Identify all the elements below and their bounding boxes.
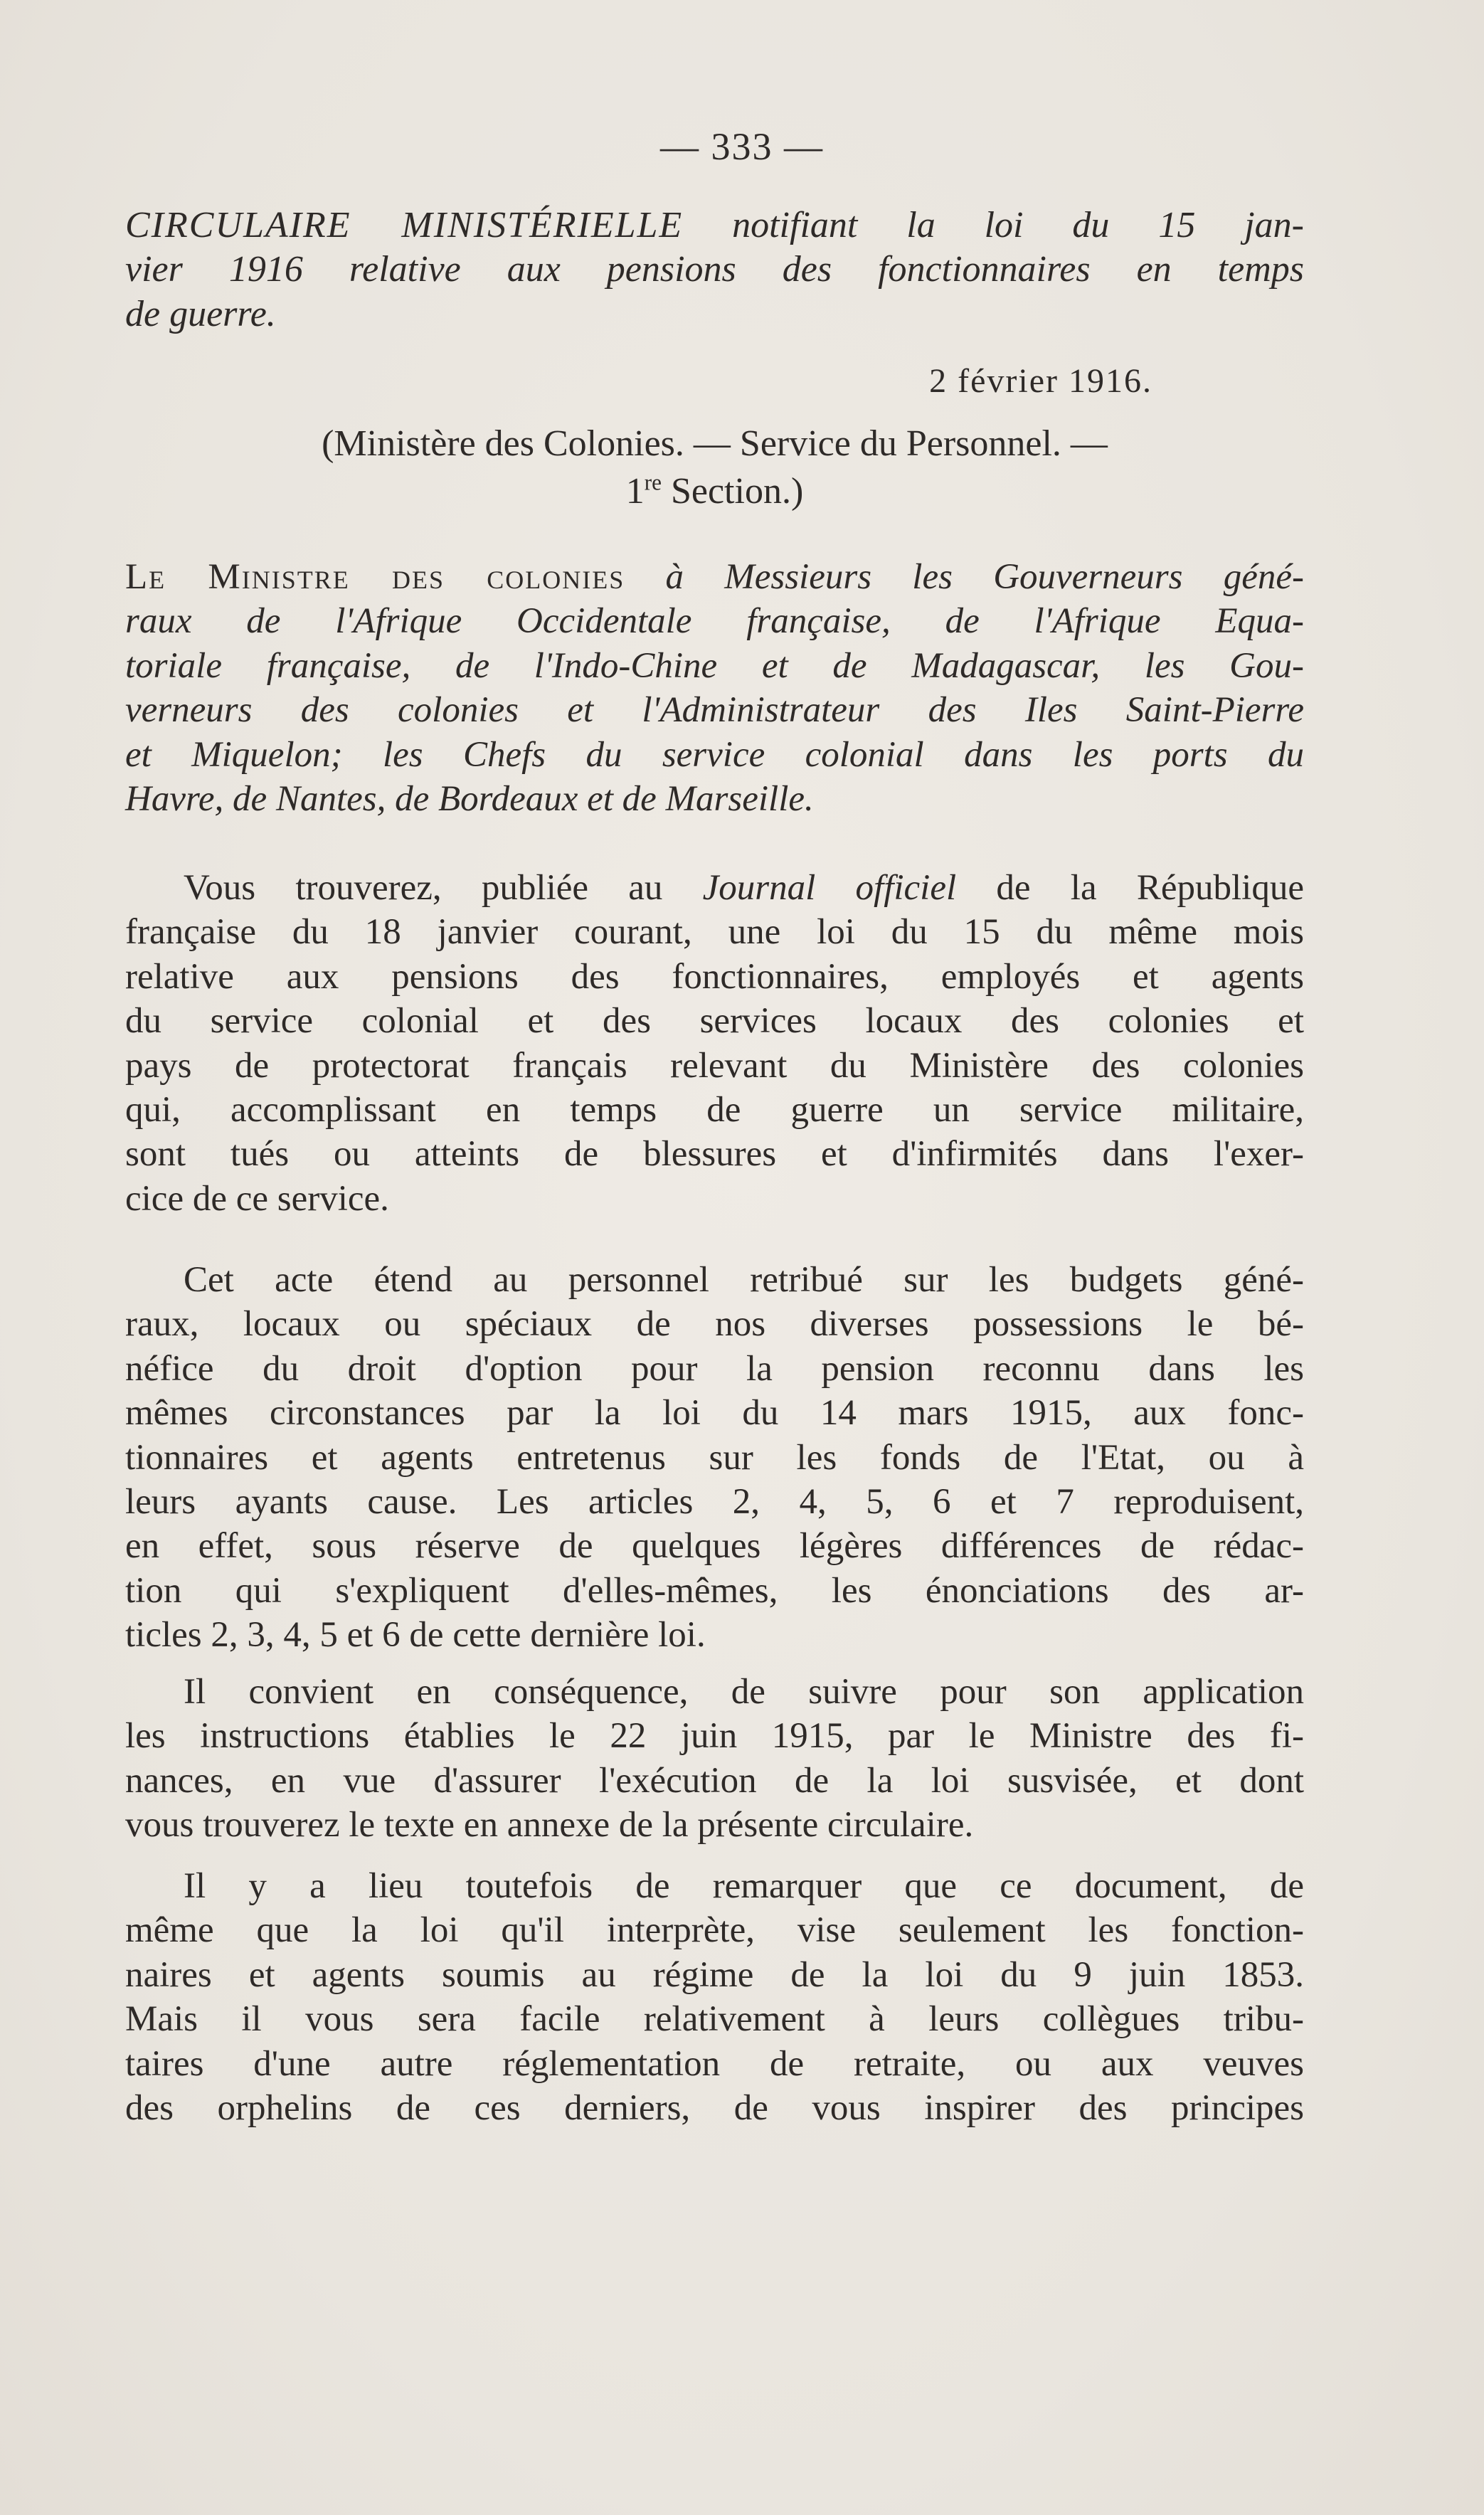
text-line: naires et agents soumis au régime de la loi du 9 juin 1853.: [125, 1954, 1304, 1995]
text-line: relative aux pensions des fonctionnaires, employés et agents: [125, 956, 1304, 997]
address-line: et Miquelon; les Chefs du service colonial dans les ports du: [125, 734, 1304, 775]
text-line: vous trouverez le texte en annexe de la présente circulaire.: [125, 1805, 974, 1846]
text-line: qui, accomplissant en temps de guerre un service militaire,: [125, 1090, 1304, 1131]
text-line: du service colonial et des services locaux des colonies et: [125, 1001, 1304, 1042]
body-paragraph-1: [125, 866, 1304, 1221]
text-line: des orphelins de ces derniers, de vous inspirer des principes: [125, 2088, 1304, 2129]
text-line: Cet acte étend au personnel retribué sur les budgets géné-: [184, 1260, 1304, 1300]
text-line: française du 18 janvier courant, une loi du 15 du même mois: [125, 912, 1304, 953]
address-line: raux de l'Afrique Occidentale française, de l'Afrique Equa-: [125, 601, 1304, 642]
text-line: en effet, sous réserve de quelques légères différences de rédac-: [125, 1526, 1304, 1567]
text-line: sont tués ou atteints de blessures et d'infirmités dans l'exer-: [125, 1134, 1304, 1175]
body-paragraph-2: [125, 1258, 1304, 1658]
address-block: [125, 555, 1304, 821]
origin-line: (Ministère des Colonies. — Service du Personnel. —: [322, 423, 1108, 464]
origin-line: 1re Section.): [625, 470, 804, 512]
address-line: toriale française, de l'Indo-Chine et de Madagascar, les Gou-: [125, 645, 1304, 686]
text-line: ticles 2, 3, 4, 5 et 6 de cette dernière loi.: [125, 1615, 706, 1656]
text-line: tionnaires et agents entretenus sur les fonds de l'Etat, ou à: [125, 1437, 1304, 1478]
body-paragraph-4: [125, 1864, 1304, 2130]
text-line: leurs ayants cause. Les articles 2, 4, 5, 6 et 7 reproduisent,: [125, 1482, 1304, 1523]
text-line: Vous trouverez, publiée au Journal officiel de la République: [184, 868, 1304, 908]
text-line: néfice du droit d'option pour la pension reconnu dans les: [125, 1348, 1304, 1389]
text-line: les instructions établies le 22 juin 1915, par le Ministre des fi-: [125, 1716, 1304, 1757]
text-line: Il convient en conséquence, de suivre pour son application: [184, 1672, 1304, 1712]
circular-date: 2 février 1916.: [929, 362, 1152, 400]
text-line: raux, locaux ou spéciaux de nos diverses possessions le bé-: [125, 1304, 1304, 1345]
address-line: Le Ministre des colonies à Messieurs les Gouverneurs géné-: [125, 557, 1304, 597]
title-line: de guerre.: [125, 293, 276, 334]
body-paragraph-3: [125, 1670, 1304, 1848]
circular-origin: [125, 420, 1304, 515]
text-line: Il y a lieu toutefois de remarquer que ce document, de: [184, 1866, 1304, 1906]
title-line: CIRCULAIRE MINISTÉRIELLE notifiant la loi du 15 jan-: [125, 205, 1304, 245]
text-line: cice de ce service.: [125, 1178, 389, 1219]
text-line: même que la loi qu'il interprète, vise seulement les fonction-: [125, 1910, 1304, 1951]
text-line: tion qui s'expliquent d'elles-mêmes, les énonciations des ar-: [125, 1570, 1304, 1611]
text-line: pays de protectorat français relevant du Ministère des colonies: [125, 1045, 1304, 1086]
text-line: taires d'une autre réglementation de retraite, ou aux veuves: [125, 2043, 1304, 2084]
address-line: verneurs des colonies et l'Administrateur des Iles Saint-Pierre: [125, 690, 1304, 731]
text-line: nances, en vue d'assurer l'exécution de la loi susvisée, et dont: [125, 1760, 1304, 1801]
title-line: vier 1916 relative aux pensions des fonctionnaires en temps: [125, 249, 1304, 290]
text-line: Mais il vous sera facile relativement à leurs collègues tribu-: [125, 1999, 1304, 2040]
page-number: — 333 —: [660, 125, 824, 168]
address-line: Havre, de Nantes, de Bordeaux et de Marseille.: [125, 779, 814, 820]
text-line: mêmes circonstances par la loi du 14 mars 1915, aux fonc-: [125, 1393, 1304, 1434]
circular-title: [125, 203, 1304, 337]
